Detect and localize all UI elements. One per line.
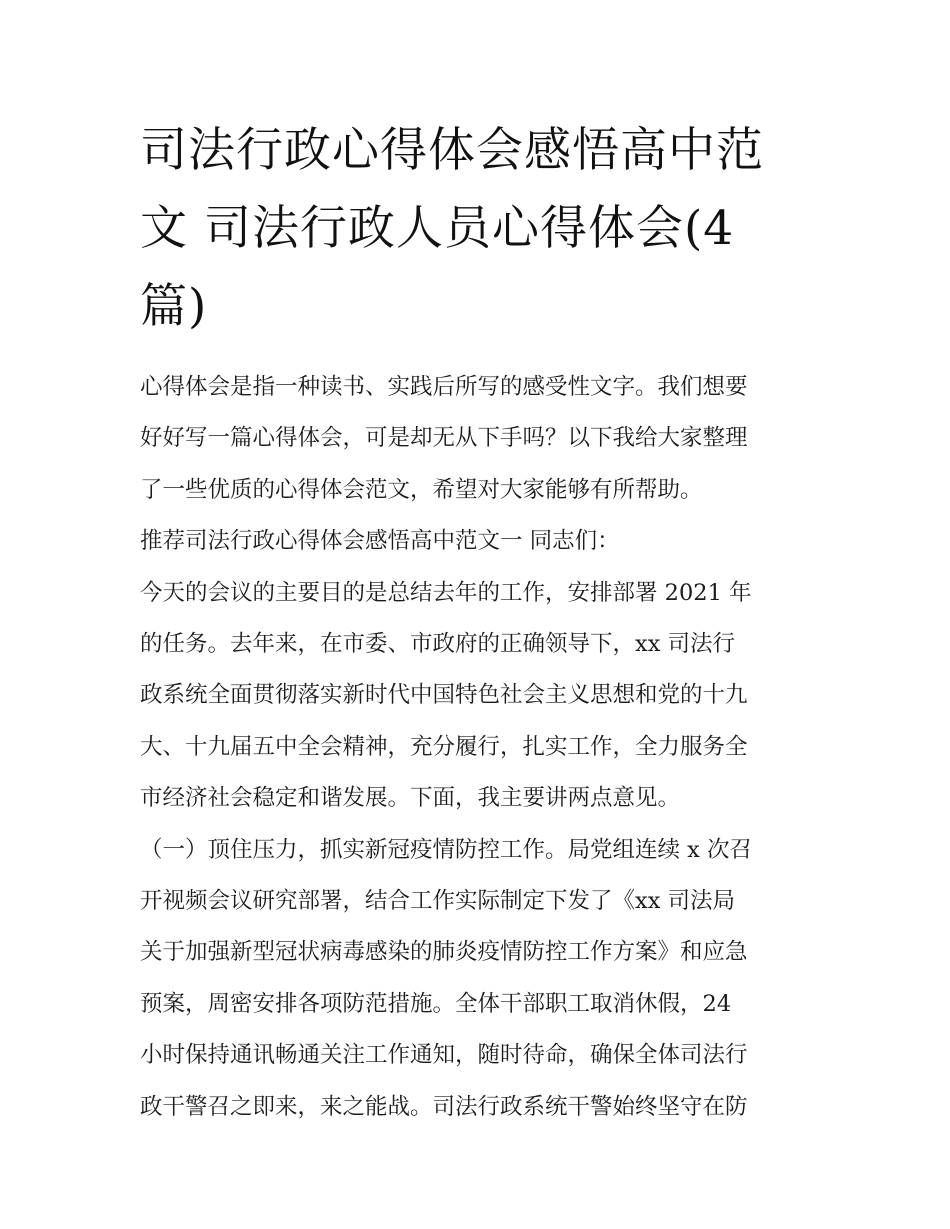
body-line-9: 市经济社会稳定和谐发展。下面，我主要讲两点意见。 xyxy=(140,785,681,812)
body-line-15: 政干警召之即来，来之能战。司法行政系统干警始终坚守在防 xyxy=(140,1093,748,1120)
body-line-2: 好好写一篇心得体会，可是却无从下手吗？以下我给大家整理 xyxy=(140,425,748,452)
body-line-5: 今天的会议的主要目的是总结去年的工作，安排部署 2021 年 xyxy=(140,579,752,606)
body-line-4: 推荐司法行政心得体会感悟高中范文一 同志们： xyxy=(140,528,620,555)
body-line-11: 开视频会议研究部署，结合工作实际制定下发了《xx 司法局 xyxy=(140,888,736,915)
title-line-3: 篇) xyxy=(140,279,208,334)
title-line-1: 司法行政心得体会感悟高中范 xyxy=(140,123,764,178)
document-body xyxy=(140,362,820,1133)
body-line-10: （一）顶住压力，抓实新冠疫情防控工作。局党组连续 x 次召 xyxy=(140,836,752,863)
document-content xyxy=(140,112,820,1133)
body-line-3: 了一些优质的心得体会范文，希望对大家能够有所帮助。 xyxy=(140,476,703,503)
body-line-6: 的任务。去年来，在市委、市政府的正确领导下，xx 司法行 xyxy=(140,631,736,658)
body-line-12: 关于加强新型冠状病毒感染的肺炎疫情防控工作方案》和应急 xyxy=(140,939,748,966)
document-title xyxy=(140,112,820,346)
body-line-8: 大、十九届五中全会精神，充分履行，扎实工作，全力服务全 xyxy=(140,733,748,760)
body-line-13: 预案，周密安排各项防范措施。全体干部职工取消休假，24 xyxy=(140,990,732,1017)
title-line-2: 文 司法行政人员心得体会(4 xyxy=(140,201,735,256)
body-line-1: 心得体会是指一种读书、实践后所写的感受性文字。我们想要 xyxy=(140,374,748,400)
body-line-14: 小时保持通讯畅通关注工作通知，随时待命，确保全体司法行 xyxy=(140,1042,748,1069)
body-line-7: 政系统全面贯彻落实新时代中国特色社会主义思想和党的十九 xyxy=(140,682,748,709)
